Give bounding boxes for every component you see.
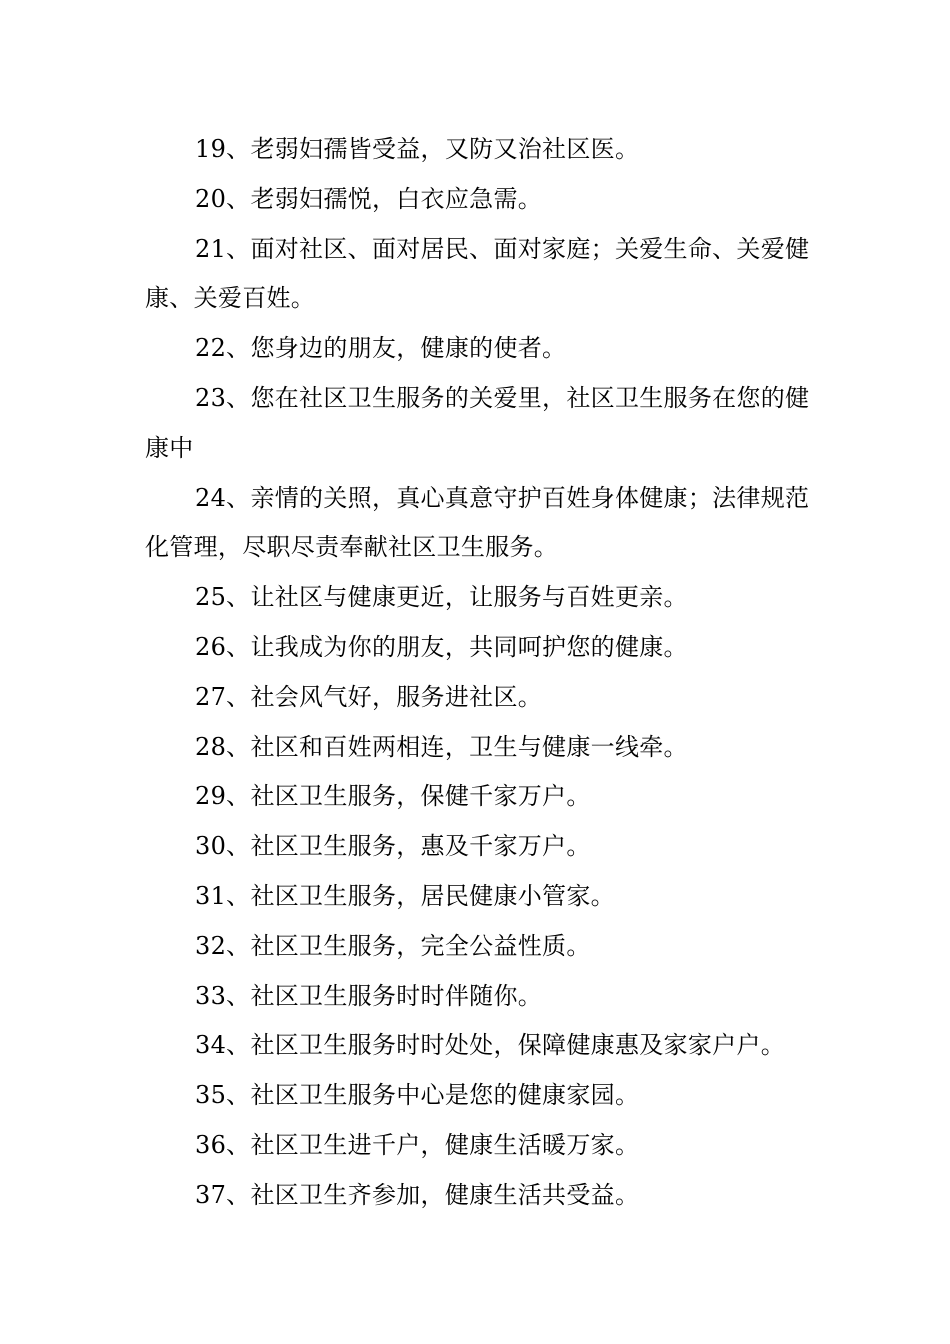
paragraph-35: 35、社区卫生服务中心是您的健康家园。 xyxy=(195,1081,640,1110)
paragraph-30: 30、社区卫生服务，惠及千家万户。 xyxy=(195,832,591,861)
paragraph-26: 26、让我成为你的朋友，共同呵护您的健康。 xyxy=(195,632,688,661)
paragraph-20: 20、老弱妇孺悦，白衣应急需。 xyxy=(195,184,543,213)
paragraph-28: 28、社区和百姓两相连，卫生与健康一线牵。 xyxy=(195,732,688,761)
paragraph-37: 37、社区卫生齐参加，健康生活共受益。 xyxy=(195,1180,640,1209)
paragraph-31: 31、社区卫生服务，居民健康小管家。 xyxy=(195,881,615,910)
paragraph-36: 36、社区卫生进千户，健康生活暖万家。 xyxy=(195,1130,640,1159)
paragraph-19: 19、老弱妇孺皆受益，又防又治社区医。 xyxy=(195,135,640,163)
paragraph-21: 21、面对社区、面对居民、面对家庭；关爱生命、关爱健康、关爱百姓。 xyxy=(145,234,810,313)
paragraph-34: 34、社区卫生服务时时处处，保障健康惠及家家户户。 xyxy=(195,1031,786,1060)
document-body xyxy=(145,125,810,1221)
paragraph-27: 27、社会风气好，服务进社区。 xyxy=(195,682,543,711)
paragraph-33: 33、社区卫生服务时时伴随你。 xyxy=(195,981,543,1010)
paragraph-24: 24、亲情的关照，真心真意守护百姓身体健康；法律规范化管理，尽职尽责奉献社区卫生服务。 xyxy=(145,483,810,562)
paragraph-22: 22、您身边的朋友，健康的使者。 xyxy=(195,334,567,363)
paragraph-25: 25、让社区与健康更近，让服务与百姓更亲。 xyxy=(195,583,688,612)
paragraph-29: 29、社区卫生服务，保健千家万户。 xyxy=(195,782,591,811)
paragraph-23: 23、您在社区卫生服务的关爱里，社区卫生服务在您的健康中 xyxy=(145,383,810,462)
paragraph-32: 32、社区卫生服务，完全公益性质。 xyxy=(195,931,591,960)
